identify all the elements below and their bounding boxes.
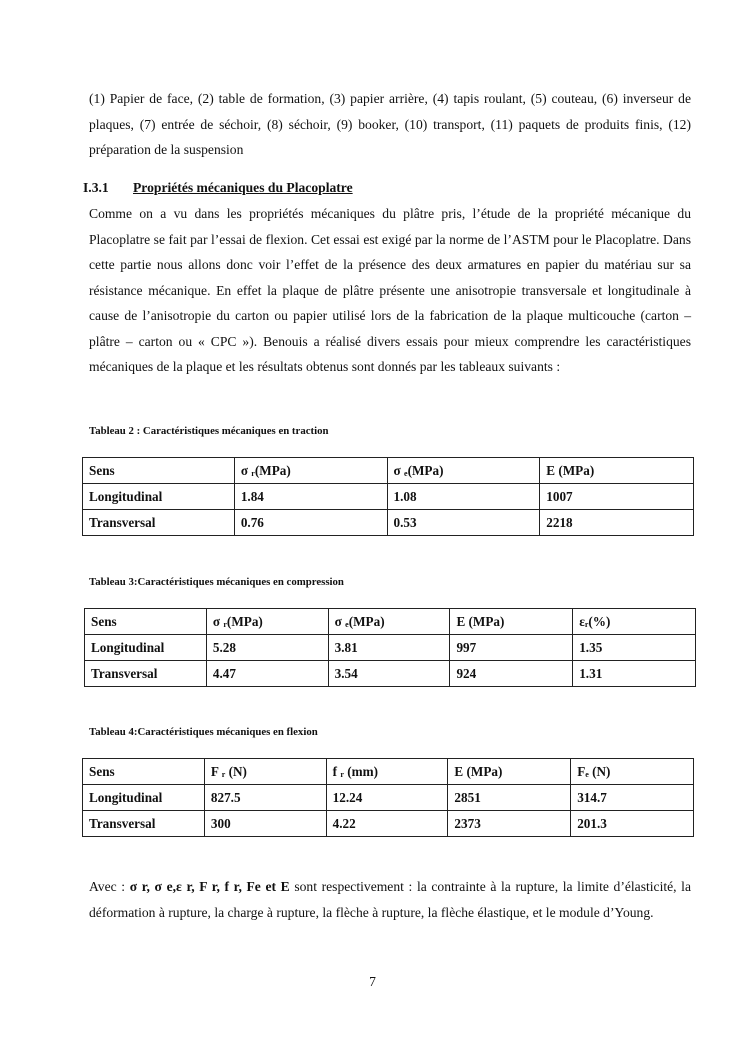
table-row [83,811,694,837]
header-cell: $F_e$ (N) [571,759,694,785]
table-cell: 2218 [540,510,694,536]
table-cell: 4.47 [206,661,328,687]
table-cell: 0.76 [234,510,387,536]
table-cell: 4.22 [326,811,448,837]
table-cell: 5.28 [206,635,328,661]
header-cell: Sens [83,458,235,484]
table-row [83,785,694,811]
avec-symbols: σ r, σ e,ε r, F r, f r, Fe et E [129,879,290,894]
table-cell: 3.81 [328,635,450,661]
section-heading [83,178,353,198]
table-cell: 924 [450,661,573,687]
table-cell: 300 [204,811,326,837]
table-cell: 201.3 [571,811,694,837]
table-cell: 2851 [448,785,571,811]
table-header-row [83,759,694,785]
section-title: Propriétés mécaniques du Placoplatre [133,180,353,195]
table-cell: 1.84 [234,484,387,510]
table-cell: Longitudinal [83,484,235,510]
table-cell: Longitudinal [85,635,207,661]
table3-caption: Tableau 3:Caractéristiques mécaniques en compression [89,576,344,588]
header-cell: f $_r$ (mm) [326,759,448,785]
table-cell: 1.08 [387,484,540,510]
table-compression [84,608,696,687]
header-cell: Sens [83,759,205,785]
header-cell: σ $_e$(MPa) [387,458,540,484]
table-row [85,635,696,661]
table-cell: 997 [450,635,573,661]
header-cell: F $_r$ (N) [204,759,326,785]
avec-rest: sont respectivement : la contrainte à la rupture, la limite d’élasticité, la déformation à rupture, la charge à rupture, la flèche à rupture, la flèche élastique, et le module d’Young. [89,879,691,920]
table-cell: Transversal [83,510,235,536]
header-cell: E (MPa) [450,609,573,635]
table-cell: 314.7 [571,785,694,811]
header-cell: σ $_r$(MPa) [234,458,387,484]
table-header-row [85,609,696,635]
table-row [83,484,694,510]
table-cell: 1.31 [573,661,696,687]
table-cell: Transversal [85,661,207,687]
section-number: I.3.1 [83,180,109,195]
table2-caption: Tableau 2 : Caractéristiques mécaniques en traction [89,425,329,437]
table-cell: 1.35 [573,635,696,661]
page-number: 7 [369,974,376,989]
table-cell: 1007 [540,484,694,510]
header-cell: E (MPa) [448,759,571,785]
table-flexion [82,758,694,837]
table-traction [82,457,694,536]
header-cell: $\varepsilon_r(\%)$ [573,609,696,635]
header-cell: E (MPa) [540,458,694,484]
table-header-row [83,458,694,484]
table-cell: Longitudinal [83,785,205,811]
table-cell: 3.54 [328,661,450,687]
table-cell: 12.24 [326,785,448,811]
table-cell: Transversal [83,811,205,837]
body-paragraph: Comme on a vu dans les propriétés mécaniques du plâtre pris, l’étude de la propriété mécanique du Placoplatre se fait par l’essai de flexion. Cet essai est exigé par la norme de l’ASTM pour le Placoplatre. Dans cette partie nous allons donc voir l’effet de la présence des deux armatures en papier du matériau sur sa résistance mécanique. En effet la plaque de plâtre présente une anisotropie transversale et longitudinale à cause de l’anisotropie du carton ou papier utilisé lors de la fabrication de la plaque multicouche (carton – plâtre – carton ou « CPC »). Benouis a réalisé divers essais pour mieux comprendre les caractéristiques mécaniques de la plaque et les résultats obtenus sont donnés par les tableaux suivants : [89,206,691,374]
table4-caption: Tableau 4:Caractéristiques mécaniques en flexion [89,726,318,738]
avec-lead: Avec : [89,879,130,894]
avec-paragraph [89,874,691,925]
table-row [83,510,694,536]
intro-paragraph: (1) Papier de face, (2) table de formation, (3) papier arrière, (4) tapis roulant, (5) couteau, (6) inverseur de plaques, (7) entrée de séchoir, (8) séchoir, (9) booker, (10) transport, (11) paquets de produits finis, (12) préparation de la suspension [89,91,691,157]
table-row [85,661,696,687]
table-cell: 0.53 [387,510,540,536]
table-cell: 2373 [448,811,571,837]
header-cell: Sens [85,609,207,635]
table-cell: 827.5 [204,785,326,811]
header-cell: σ $_e$(MPa) [328,609,450,635]
header-cell: σ $_r$(MPa) [206,609,328,635]
